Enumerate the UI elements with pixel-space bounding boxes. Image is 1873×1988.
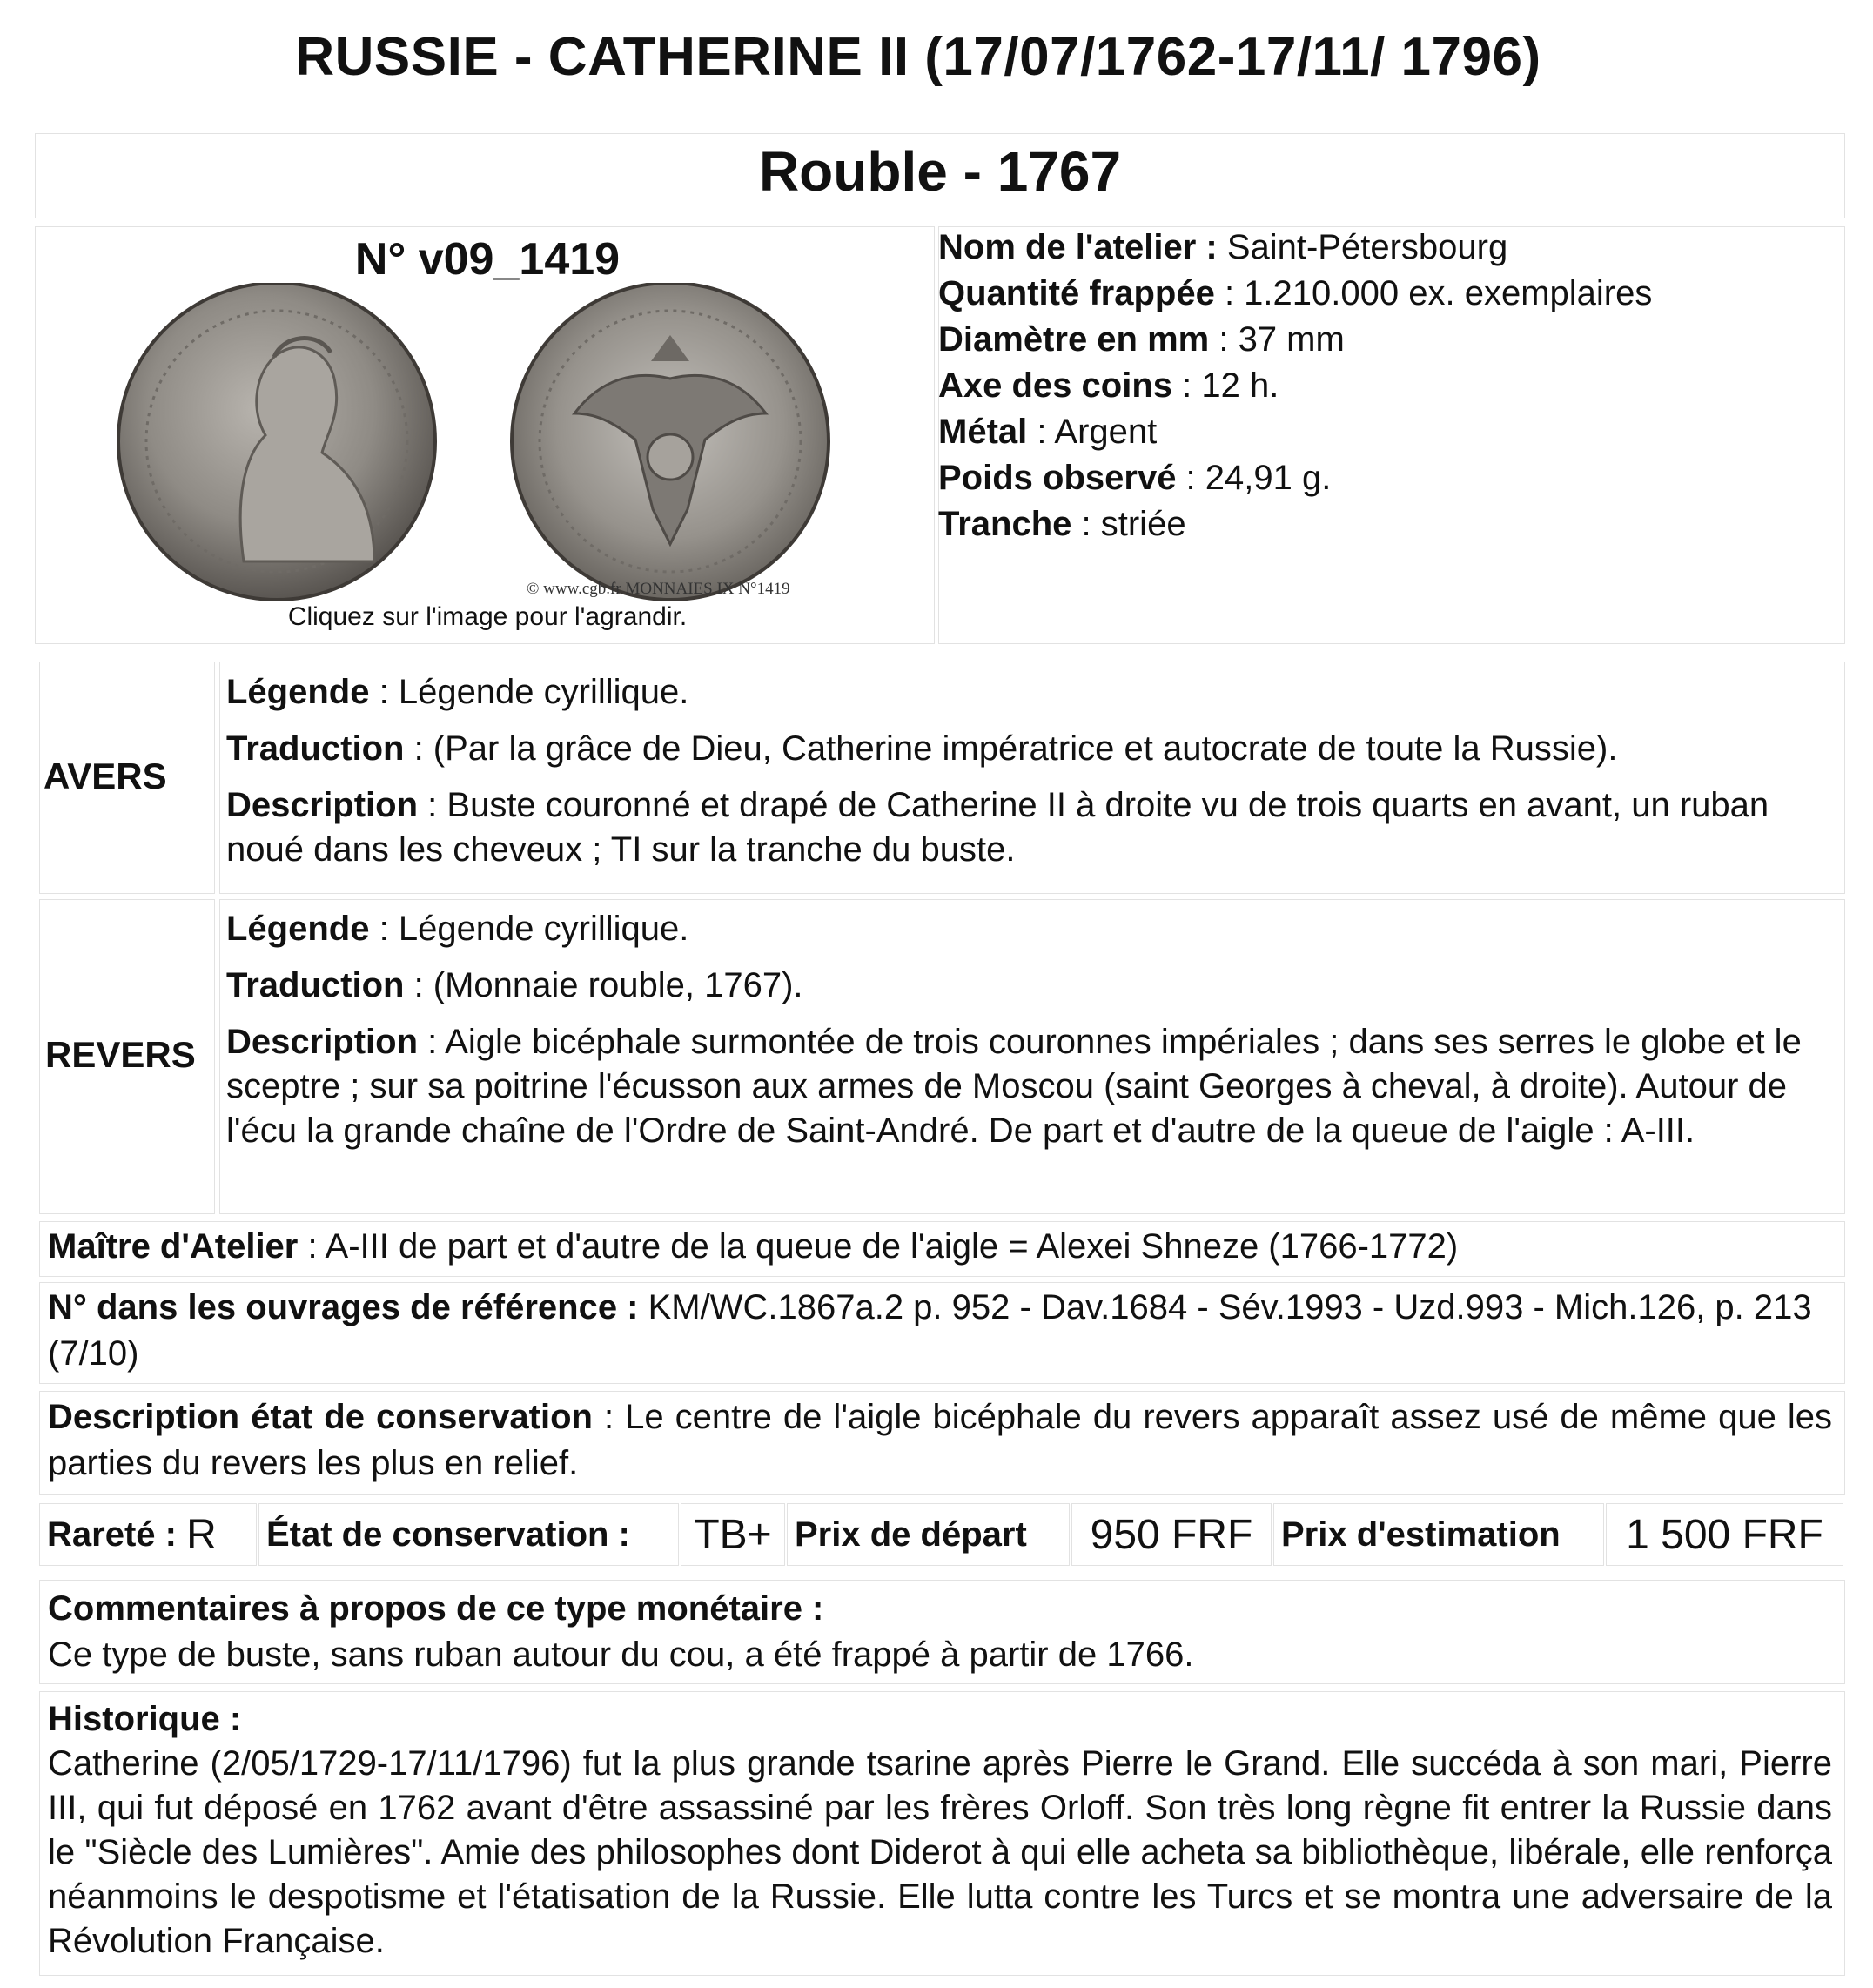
avers-label: AVERS	[44, 756, 167, 796]
obverse-coin-icon	[118, 283, 435, 600]
conservation-value: : Le centre de l'aigle bicéphale du revers apparaît assez usé de même que les parties du revers les plus en relief.	[48, 1398, 1833, 1482]
image-caption[interactable]: Cliquez sur l'image pour l'agrandir.	[287, 602, 688, 631]
page-title: RUSSIE - CATHERINE II (17/07/1762-17/11/ 1796)	[295, 27, 1541, 87]
spec-value: : Argent	[1027, 413, 1158, 451]
spec-label: Quantité frappée	[938, 274, 1215, 312]
revers-traduction-label: Traduction	[226, 966, 405, 1004]
revers-traduction	[226, 964, 1836, 1008]
avers-description-label: Description	[226, 786, 419, 824]
spec-tranche	[938, 501, 1652, 547]
rarete-cell	[39, 1503, 257, 1566]
rarete-label: Rareté :	[47, 1515, 177, 1554]
revers-description-label: Description	[226, 1023, 419, 1061]
spec-label: Métal	[938, 413, 1028, 451]
spec-diametre	[938, 317, 1652, 363]
prix-estimation-value: 1 500 FRF	[1626, 1511, 1823, 1558]
conservation-label: Description état de conservation	[48, 1398, 593, 1436]
spec-axe	[938, 363, 1652, 409]
image-copyright: © www.cgb.fr MONNAIES IX N°1419	[527, 580, 790, 598]
avers-description-value: : Buste couronné et drapé de Catherine II à droite vu de trois quarts en avant, un ruban noué dans les cheveux ; TI sur la tranche du buste.	[226, 786, 1769, 869]
spec-value: : striée	[1071, 505, 1186, 543]
prix-estimation-label-cell	[1273, 1503, 1604, 1566]
avers-legende	[226, 670, 1836, 715]
avers-traduction	[226, 727, 1836, 771]
etat-value-cell	[681, 1503, 785, 1566]
spec-value: : 1.210.000 ex. exemplaires	[1214, 274, 1653, 312]
prix-depart-value-cell	[1071, 1503, 1272, 1566]
spec-label: Poids observé	[938, 459, 1177, 497]
revers-legende-label: Légende	[226, 910, 370, 948]
avers-description	[226, 783, 1836, 872]
avers-legende-label: Légende	[226, 673, 370, 711]
prix-depart-value: 950 FRF	[1090, 1511, 1253, 1558]
spec-value: : 24,91 g.	[1176, 459, 1332, 497]
commentaires-text: Ce type de buste, sans ruban autour du cou, a été frappé à partir de 1766.	[48, 1635, 1194, 1674]
revers-traduction-value: : (Monnaie rouble, 1767).	[404, 966, 803, 1004]
coin-specs	[938, 225, 1652, 547]
conservation-description	[48, 1394, 1832, 1487]
spec-value: Saint-Pétersbourg	[1217, 228, 1508, 266]
commentaires	[48, 1586, 1832, 1678]
etat-value: TB+	[694, 1511, 772, 1558]
avers-traduction-value: : (Par la grâce de Dieu, Catherine impératrice et autocrate de toute la Russie).	[404, 729, 1618, 768]
spec-metal	[938, 409, 1652, 455]
spec-label: Diamètre en mm	[938, 320, 1210, 359]
prix-depart-label: Prix de départ	[795, 1515, 1027, 1554]
spec-poids	[938, 455, 1652, 501]
avers-traduction-label: Traduction	[226, 729, 405, 768]
revers-block	[226, 907, 1836, 1165]
reverse-coin-icon	[512, 283, 829, 600]
references	[48, 1285, 1832, 1377]
revers-label: REVERS	[45, 1034, 196, 1075]
revers-description-value: : Aigle bicéphale surmontée de trois couronnes impériales ; dans ses serres le globe et le sceptre ; sur sa poitrine l'écusson aux armes de Moscou (saint Georges à cheval, à droite). Autour de l'écu la grande chaîne de l'Ordre de Saint-André. De part et d'autre de la queue de l'aigle : A-III.	[226, 1023, 1802, 1150]
revers-description	[226, 1020, 1836, 1153]
spec-label: Axe des coins	[938, 366, 1173, 405]
references-value: KM/WC.1867a.2 p. 952 - Dav.1684 - Sév.1993 - Uzd.993 - Mich.126, p. 213 (7/10)	[48, 1288, 1812, 1373]
references-label: N° dans les ouvrages de référence :	[48, 1288, 639, 1326]
maitre-atelier	[48, 1224, 1832, 1270]
coin-title: Rouble - 1767	[758, 140, 1122, 203]
reference-number: N° v09_1419	[354, 234, 621, 285]
historique	[48, 1697, 1832, 1964]
spec-label: Tranche	[938, 505, 1072, 543]
commentaires-label: Commentaires à propos de ce type monétaire :	[48, 1589, 824, 1628]
spec-value: : 37 mm	[1209, 320, 1345, 359]
avers-block	[226, 670, 1836, 884]
maitre-value: : A-III de part et d'autre de la queue de l'aigle = Alexei Shneze (1766-1772)	[298, 1227, 1459, 1266]
etat-label: État de conservation :	[266, 1515, 630, 1554]
revers-legende-value: : Légende cyrillique.	[369, 910, 689, 948]
prix-estimation-label: Prix d'estimation	[1281, 1515, 1561, 1554]
spec-label: Nom de l'atelier :	[938, 228, 1218, 266]
prix-depart-label-cell	[787, 1503, 1070, 1566]
spec-atelier	[938, 225, 1652, 271]
rarete-value: R	[186, 1511, 217, 1558]
coin-image[interactable]	[113, 283, 862, 605]
historique-label: Historique :	[48, 1700, 242, 1738]
spec-quantite	[938, 271, 1652, 317]
maitre-label: Maître d'Atelier	[48, 1227, 299, 1266]
spec-value: : 12 h.	[1172, 366, 1279, 405]
etat-label-cell	[258, 1503, 679, 1566]
avers-legende-value: : Légende cyrillique.	[369, 673, 689, 711]
prix-estimation-value-cell	[1606, 1503, 1843, 1566]
revers-legende	[226, 907, 1836, 951]
historique-text: Catherine (2/05/1729-17/11/1796) fut la plus grande tsarine après Pierre le Grand. Elle succéda à son mari, Pierre III, qui fut déposé en 1762 avant d'être assassiné par les frères Orloff. Son très long règne fit entrer la Russie dans le "Siècle des Lumières". Amie des philosophes dont Diderot à qui elle acheta sa bibliothèque, libérale, elle renforça néanmoins le despotisme et l'étatisation de la Russie. Elle lutta contre les Turcs et se montra une adversaire de la Révolution Française.	[48, 1744, 1832, 1960]
